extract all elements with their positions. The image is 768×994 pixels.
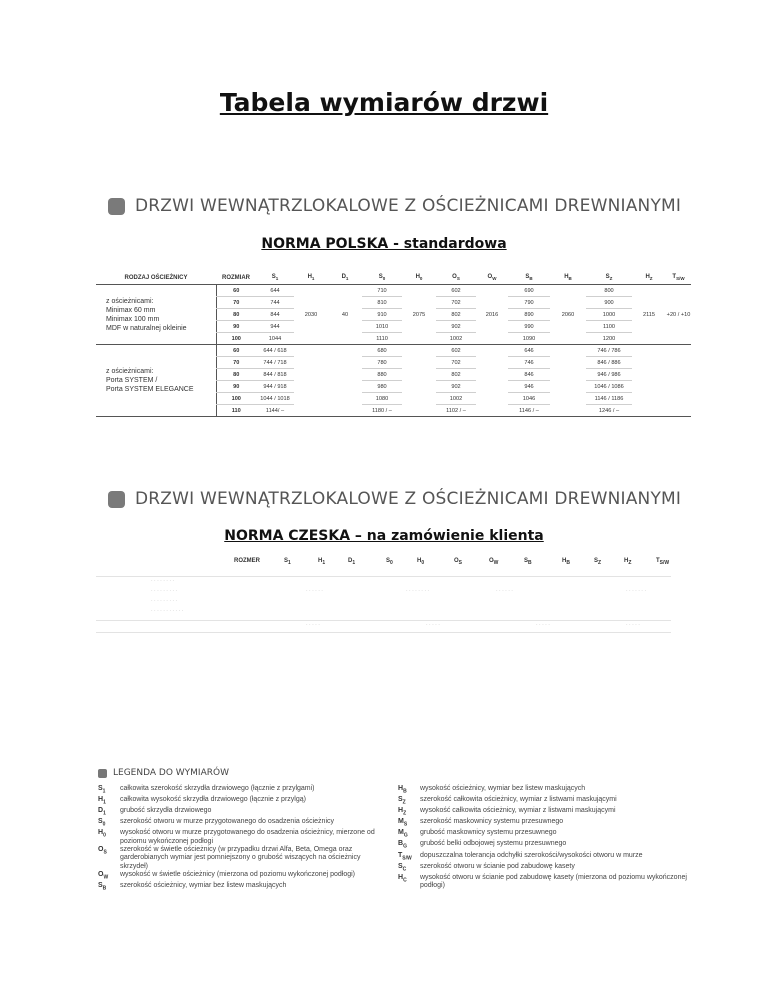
legend-code: $S_Z$ <box>398 796 406 806</box>
table-row <box>96 285 691 297</box>
column-header: ROZMIAR <box>216 271 256 285</box>
table-rule <box>96 576 671 577</box>
column-header: $H_Z$ <box>624 558 632 567</box>
table-cell: 802 <box>436 309 476 321</box>
table-cell: 644 <box>256 285 294 297</box>
column-header-subscript: B <box>529 276 533 282</box>
column-header-subscript: S/W <box>676 276 685 282</box>
faded-text: · · · · · · <box>496 588 513 594</box>
column-header-subscript: 0 <box>382 276 386 282</box>
table-cell: 1046 <box>508 393 550 405</box>
column-header-subscript: 1 <box>288 560 291 567</box>
legend-code: $S_1$ <box>98 785 106 795</box>
size-cell: 60 <box>216 285 256 297</box>
table-cell: 602 <box>436 345 476 357</box>
table-cell <box>476 345 508 417</box>
table-cell: 846 <box>508 369 550 381</box>
column-header: $H_1$ <box>318 558 326 567</box>
table-cell: 1146 / – <box>508 405 550 417</box>
frame-type-line: z ościeżnicami: <box>106 297 154 305</box>
column-header-subscript: B <box>568 276 572 282</box>
faded-text: · · · · · <box>306 622 320 628</box>
table-cell: 2016 <box>476 285 508 345</box>
column-header: $S_0$ <box>386 558 393 567</box>
legend-item <box>398 785 688 796</box>
faded-text: · · · · · · · · · <box>151 598 178 604</box>
faded-text: · · · · · <box>536 622 550 628</box>
size-cell: 100 <box>216 333 256 345</box>
legend-item <box>398 818 688 829</box>
size-cell: 60 <box>216 345 256 357</box>
size-cell: 110 <box>216 405 256 417</box>
column-header-subscript: 1 <box>322 560 326 567</box>
table-cell <box>294 345 328 417</box>
table-cell: 1200 <box>586 333 632 345</box>
legend-text: wysokość otworu w ścianie pod zabudowę kasety (mierzona od poziomu wykończonej podłogi) <box>420 873 687 889</box>
table-cell: 744 / 718 <box>256 357 294 369</box>
table-cell: 744 <box>256 297 294 309</box>
legend-code-subscript: C <box>403 877 407 884</box>
table-cell: 944 / 918 <box>256 381 294 393</box>
table-cell: 1146 / 1186 <box>586 393 632 405</box>
column-header-subscript: W <box>493 560 499 567</box>
table-cell: 790 <box>508 297 550 309</box>
column-header-subscript: Z <box>609 276 613 282</box>
column-header-subscript: 1 <box>275 276 279 282</box>
table-cell: 1144/ – <box>256 405 294 417</box>
table-cell <box>666 345 691 417</box>
table-cell: 2030 <box>294 285 328 345</box>
legend-text: grubość maskownicy systemu przesuwnego <box>420 829 557 837</box>
table-cell: 844 <box>256 309 294 321</box>
legend-text: dopuszczalna tolerancja odchyłki szerokości/wysokości otworu w murze <box>420 851 643 859</box>
legend-code: $D_1$ <box>98 807 106 817</box>
legend-code-subscript: W <box>103 874 109 881</box>
norm-polish-subtitle: NORMA POLSKA - standardowa <box>261 236 507 252</box>
table-cell: 1090 <box>508 333 550 345</box>
table-cell: 690 <box>508 285 550 297</box>
table-cell: +20 / +10 <box>666 285 691 345</box>
size-cell: 90 <box>216 381 256 393</box>
table-cell: 1180 / – <box>362 405 402 417</box>
column-header-subscript: S <box>456 276 460 282</box>
table-cell: 1046 / 1086 <box>586 381 632 393</box>
legend-item <box>398 796 688 807</box>
table-cell: 1010 <box>362 321 402 333</box>
table-cell <box>632 345 666 417</box>
legend-code: $H_0$ <box>98 829 106 839</box>
table-cell: 800 <box>586 285 632 297</box>
faded-text: · · · · · · · · · <box>151 588 178 594</box>
legend-code: $B_G$ <box>398 840 407 850</box>
table-cell: 880 <box>362 369 402 381</box>
column-header: $H_B$ <box>550 271 586 285</box>
legend-item <box>398 852 688 863</box>
column-header: RODZAJ OŚCIEŻNICY <box>96 271 216 285</box>
legend-code-subscript: S <box>103 849 107 856</box>
column-header-subscript: B <box>566 560 570 567</box>
legend-code: $S_B$ <box>98 882 107 892</box>
table-cell: 900 <box>586 297 632 309</box>
faded-text: · · · · · · <box>306 588 323 594</box>
legend-item <box>98 846 388 871</box>
section-polish-heading <box>108 196 681 216</box>
legend-item <box>398 874 688 890</box>
legend-code-subscript: 1 <box>103 799 106 806</box>
table-cell: 1044 / 1018 <box>256 393 294 405</box>
column-header: $O_S$ <box>454 558 463 567</box>
column-header: $S_B$ <box>508 271 550 285</box>
column-header-subscript: 0 <box>419 276 423 282</box>
legend-code-subscript: 0 <box>102 821 106 828</box>
legend-code-subscript: S <box>403 821 408 828</box>
legend-code: $H_B$ <box>398 785 407 795</box>
faded-text: · · · · · · · · · · · <box>151 608 184 614</box>
legend-code-subscript: Z <box>402 799 406 806</box>
legend-text: wysokość całkowita ościeżnicy, wymiar z listwami maskującymi <box>420 807 616 815</box>
table-rule <box>96 620 671 621</box>
table-cell: 680 <box>362 345 402 357</box>
legend-code-subscript: 1 <box>103 810 106 817</box>
column-header: $T_{S/W}$ <box>656 558 670 567</box>
legend-heading <box>98 768 229 778</box>
table-cell: 40 <box>328 285 362 345</box>
column-header-subscript: Z <box>598 560 602 567</box>
column-header: $S_1$ <box>256 271 294 285</box>
legend-code-subscript: 0 <box>103 832 106 839</box>
legend-text: szerokość otworu w ścianie pod zabudowę kasety <box>420 862 575 870</box>
frame-type-line: Minimax 100 mm <box>106 315 160 323</box>
table-rule <box>96 632 671 633</box>
column-header-subscript: 1 <box>352 560 356 567</box>
frame-type-line: z ościeżnicami: <box>106 368 154 375</box>
column-header-subscript: 1 <box>345 276 349 282</box>
column-header: $S_Z$ <box>586 271 632 285</box>
table-cell: 602 <box>436 285 476 297</box>
column-header-subscript: 0 <box>390 560 393 567</box>
column-header-subscript: 1 <box>311 276 315 282</box>
column-header: $D_1$ <box>348 558 356 567</box>
legend-text: grubość skrzydła drzwiowego <box>120 807 212 815</box>
table-cell: 746 / 786 <box>586 345 632 357</box>
bullet-square-icon <box>98 769 107 778</box>
table-cell: 1000 <box>586 309 632 321</box>
legend-text: szerokość ościeżnicy, wymiar bez listew maskujących <box>120 882 287 890</box>
legend-text: szerokość w świetle ościeżnicy (w przypadku drzwi Alfa, Beta, Omega oraz garderobianych wymiar jest pomniejszony o grubość wiszących na ościeżnicy skrzydeł) <box>120 846 361 870</box>
table-cell <box>402 345 436 417</box>
legend-code-subscript: B <box>403 788 407 795</box>
legend-item <box>398 840 688 851</box>
table-cell: 890 <box>508 309 550 321</box>
faded-text: · · · · · <box>626 622 640 628</box>
table-cell: 746 <box>508 357 550 369</box>
legend-text: całkowita szerokość skrzydła drzwiowego (łącznie z przylgami) <box>120 785 315 792</box>
legend-item <box>98 818 388 829</box>
table-cell: 946 / 986 <box>586 369 632 381</box>
frame-type-line: Porta SYSTEM / <box>106 377 158 384</box>
legend-item <box>98 785 388 796</box>
table-cell: 1002 <box>436 393 476 405</box>
column-header: $H_Z$ <box>632 271 666 285</box>
legend-item <box>398 807 688 818</box>
column-header: $T_{S/W}$ <box>666 271 691 285</box>
column-header-subscript: S/W <box>659 560 670 567</box>
table-cell: 1080 <box>362 393 402 405</box>
column-header: $O_W$ <box>476 271 508 285</box>
table-cell: 710 <box>362 285 402 297</box>
size-cell: 80 <box>216 369 256 381</box>
bullet-square-icon <box>108 198 125 215</box>
legend-item <box>98 829 388 845</box>
table-cell: 1102 / – <box>436 405 476 417</box>
table-cell: 980 <box>362 381 402 393</box>
faded-text: · · · · · · · · <box>151 578 175 584</box>
legend-item <box>98 796 388 807</box>
polish-dimensions-table <box>96 271 691 417</box>
legend-code: $H_1$ <box>98 796 106 806</box>
legend-code: $O_S$ <box>98 846 107 856</box>
size-cell: 80 <box>216 309 256 321</box>
faded-text: · · · · · · · · <box>406 588 430 594</box>
legend-heading-text: LEGENDA DO WYMIARÓW <box>113 768 229 778</box>
column-header: $H_0$ <box>402 271 436 285</box>
legend-code: $S_C$ <box>398 862 407 873</box>
legend-code-subscript: G <box>403 832 408 839</box>
table-cell: 2075 <box>402 285 436 345</box>
column-header: $H_B$ <box>562 558 570 567</box>
table-cell: 944 <box>256 321 294 333</box>
table-cell: 1110 <box>362 333 402 345</box>
column-header: $S_1$ <box>284 558 291 567</box>
czech-dimensions-table-faded <box>96 570 671 638</box>
table-row <box>96 345 691 357</box>
legend-code-subscript: S/W <box>402 854 412 861</box>
legend-code-subscript: Z <box>403 810 407 817</box>
legend-item <box>398 829 688 840</box>
size-cell: 70 <box>216 357 256 369</box>
frame-type-line: Porta SYSTEM ELEGANCE <box>106 386 194 393</box>
legend-right-column <box>398 785 688 891</box>
table-cell: 810 <box>362 297 402 309</box>
faded-text: · · · · · · · <box>626 588 646 594</box>
legend-code-subscript: C <box>402 866 407 873</box>
legend-code-subscript: G <box>403 843 407 850</box>
table-cell <box>328 345 362 417</box>
legend-text: wysokość otworu w murze przygotowanego do osadzenia ościeżnicy, mierzone od poziomu wykończonej podłogi <box>120 829 375 845</box>
legend-left-column <box>98 785 388 894</box>
table-cell: 990 <box>508 321 550 333</box>
legend-text: wysokość ościeżnicy, wymiar bez listew maskujących <box>420 785 586 792</box>
column-header: $S_0$ <box>362 271 402 285</box>
column-header-subscript: 0 <box>421 560 425 567</box>
size-cell: 90 <box>216 321 256 333</box>
legend-code: $H_C$ <box>398 873 407 884</box>
table-cell: 910 <box>362 309 402 321</box>
frame-type-label <box>96 285 216 345</box>
frame-type-line: Minimax 60 mm <box>106 306 156 314</box>
legend-text: szerokość maskownicy systemu przesuwnego <box>420 818 564 826</box>
legend-text: grubość belki odbojowej systemu przesuwnego <box>420 840 567 848</box>
norm-czech-subtitle: NORMA CZESKA – na zamówienie klienta <box>224 528 544 544</box>
table-cell: 902 <box>436 381 476 393</box>
column-header: $S_Z$ <box>594 558 602 567</box>
legend-item <box>98 871 388 882</box>
size-cell: 100 <box>216 393 256 405</box>
legend-text: szerokość całkowita ościeżnicy, wymiar z listwami maskującymi <box>420 796 617 804</box>
column-header-subscript: W <box>492 276 497 282</box>
table-cell <box>550 345 586 417</box>
legend-code-subscript: 1 <box>102 788 106 795</box>
legend-item <box>398 863 688 874</box>
legend-text: szerokość otworu w murze przygotowanego do osadzenia ościeżnicy <box>120 818 334 826</box>
section-heading-text: DRZWI WEWNĄTRZLOKALOWE Z OŚCIEŻNICAMI DREWNIANYMI <box>135 489 682 509</box>
column-header-subscript: Z <box>628 560 632 567</box>
section-czech-heading <box>108 489 681 509</box>
section-heading-text: DRZWI WEWNĄTRZLOKALOWE Z OŚCIEŻNICAMI DREWNIANYMI <box>135 196 682 216</box>
table-cell: 946 <box>508 381 550 393</box>
table-cell: 1044 <box>256 333 294 345</box>
size-cell: 70 <box>216 297 256 309</box>
frame-type-label <box>96 345 216 417</box>
column-header: $S_B$ <box>524 558 532 567</box>
table-cell: 780 <box>362 357 402 369</box>
legend-code: $S_0$ <box>98 818 106 828</box>
legend-code: $M_G$ <box>398 829 408 839</box>
column-header-subscript: Z <box>649 276 653 282</box>
column-header: $H_0$ <box>417 558 425 567</box>
legend-text: całkowita wysokość skrzydła drzwiowego (łącznie z przylgą) <box>120 796 306 804</box>
column-header: $D_1$ <box>328 271 362 285</box>
table-cell: 902 <box>436 321 476 333</box>
table-cell: 1002 <box>436 333 476 345</box>
table-cell: 2115 <box>632 285 666 345</box>
frame-type-line: MDF w naturalnej okleinie <box>106 324 187 332</box>
table-cell: 844 / 818 <box>256 369 294 381</box>
column-header-subscript: S <box>458 560 463 567</box>
legend-item <box>98 807 388 818</box>
table-cell: 644 / 618 <box>256 345 294 357</box>
legend-code: $O_W$ <box>98 871 109 881</box>
column-header: ROZMER <box>234 558 260 564</box>
legend-code: $T_{S/W}$ <box>398 851 412 861</box>
table-cell: 2060 <box>550 285 586 345</box>
table-cell: 1100 <box>586 321 632 333</box>
page-title: Tabela wymiarów drzwi <box>219 88 549 117</box>
column-header: $O_W$ <box>489 558 499 567</box>
column-header: $H_1$ <box>294 271 328 285</box>
table-cell: 802 <box>436 369 476 381</box>
faded-text: · · · · · <box>426 622 440 628</box>
column-header: $O_S$ <box>436 271 476 285</box>
legend-code: $H_Z$ <box>398 807 407 817</box>
bullet-square-icon <box>108 491 125 508</box>
column-header-subscript: B <box>528 560 532 567</box>
legend-item <box>98 882 388 893</box>
legend-text: wysokość w świetle ościeżnicy (mierzona od poziomu wykończonej podłogi) <box>120 871 355 879</box>
table-cell: 646 <box>508 345 550 357</box>
table-cell: 1246 / – <box>586 405 632 417</box>
table-cell: 702 <box>436 297 476 309</box>
table-cell: 702 <box>436 357 476 369</box>
legend-code: $M_S$ <box>398 818 408 828</box>
table-cell: 846 / 886 <box>586 357 632 369</box>
legend-code-subscript: B <box>102 885 107 892</box>
